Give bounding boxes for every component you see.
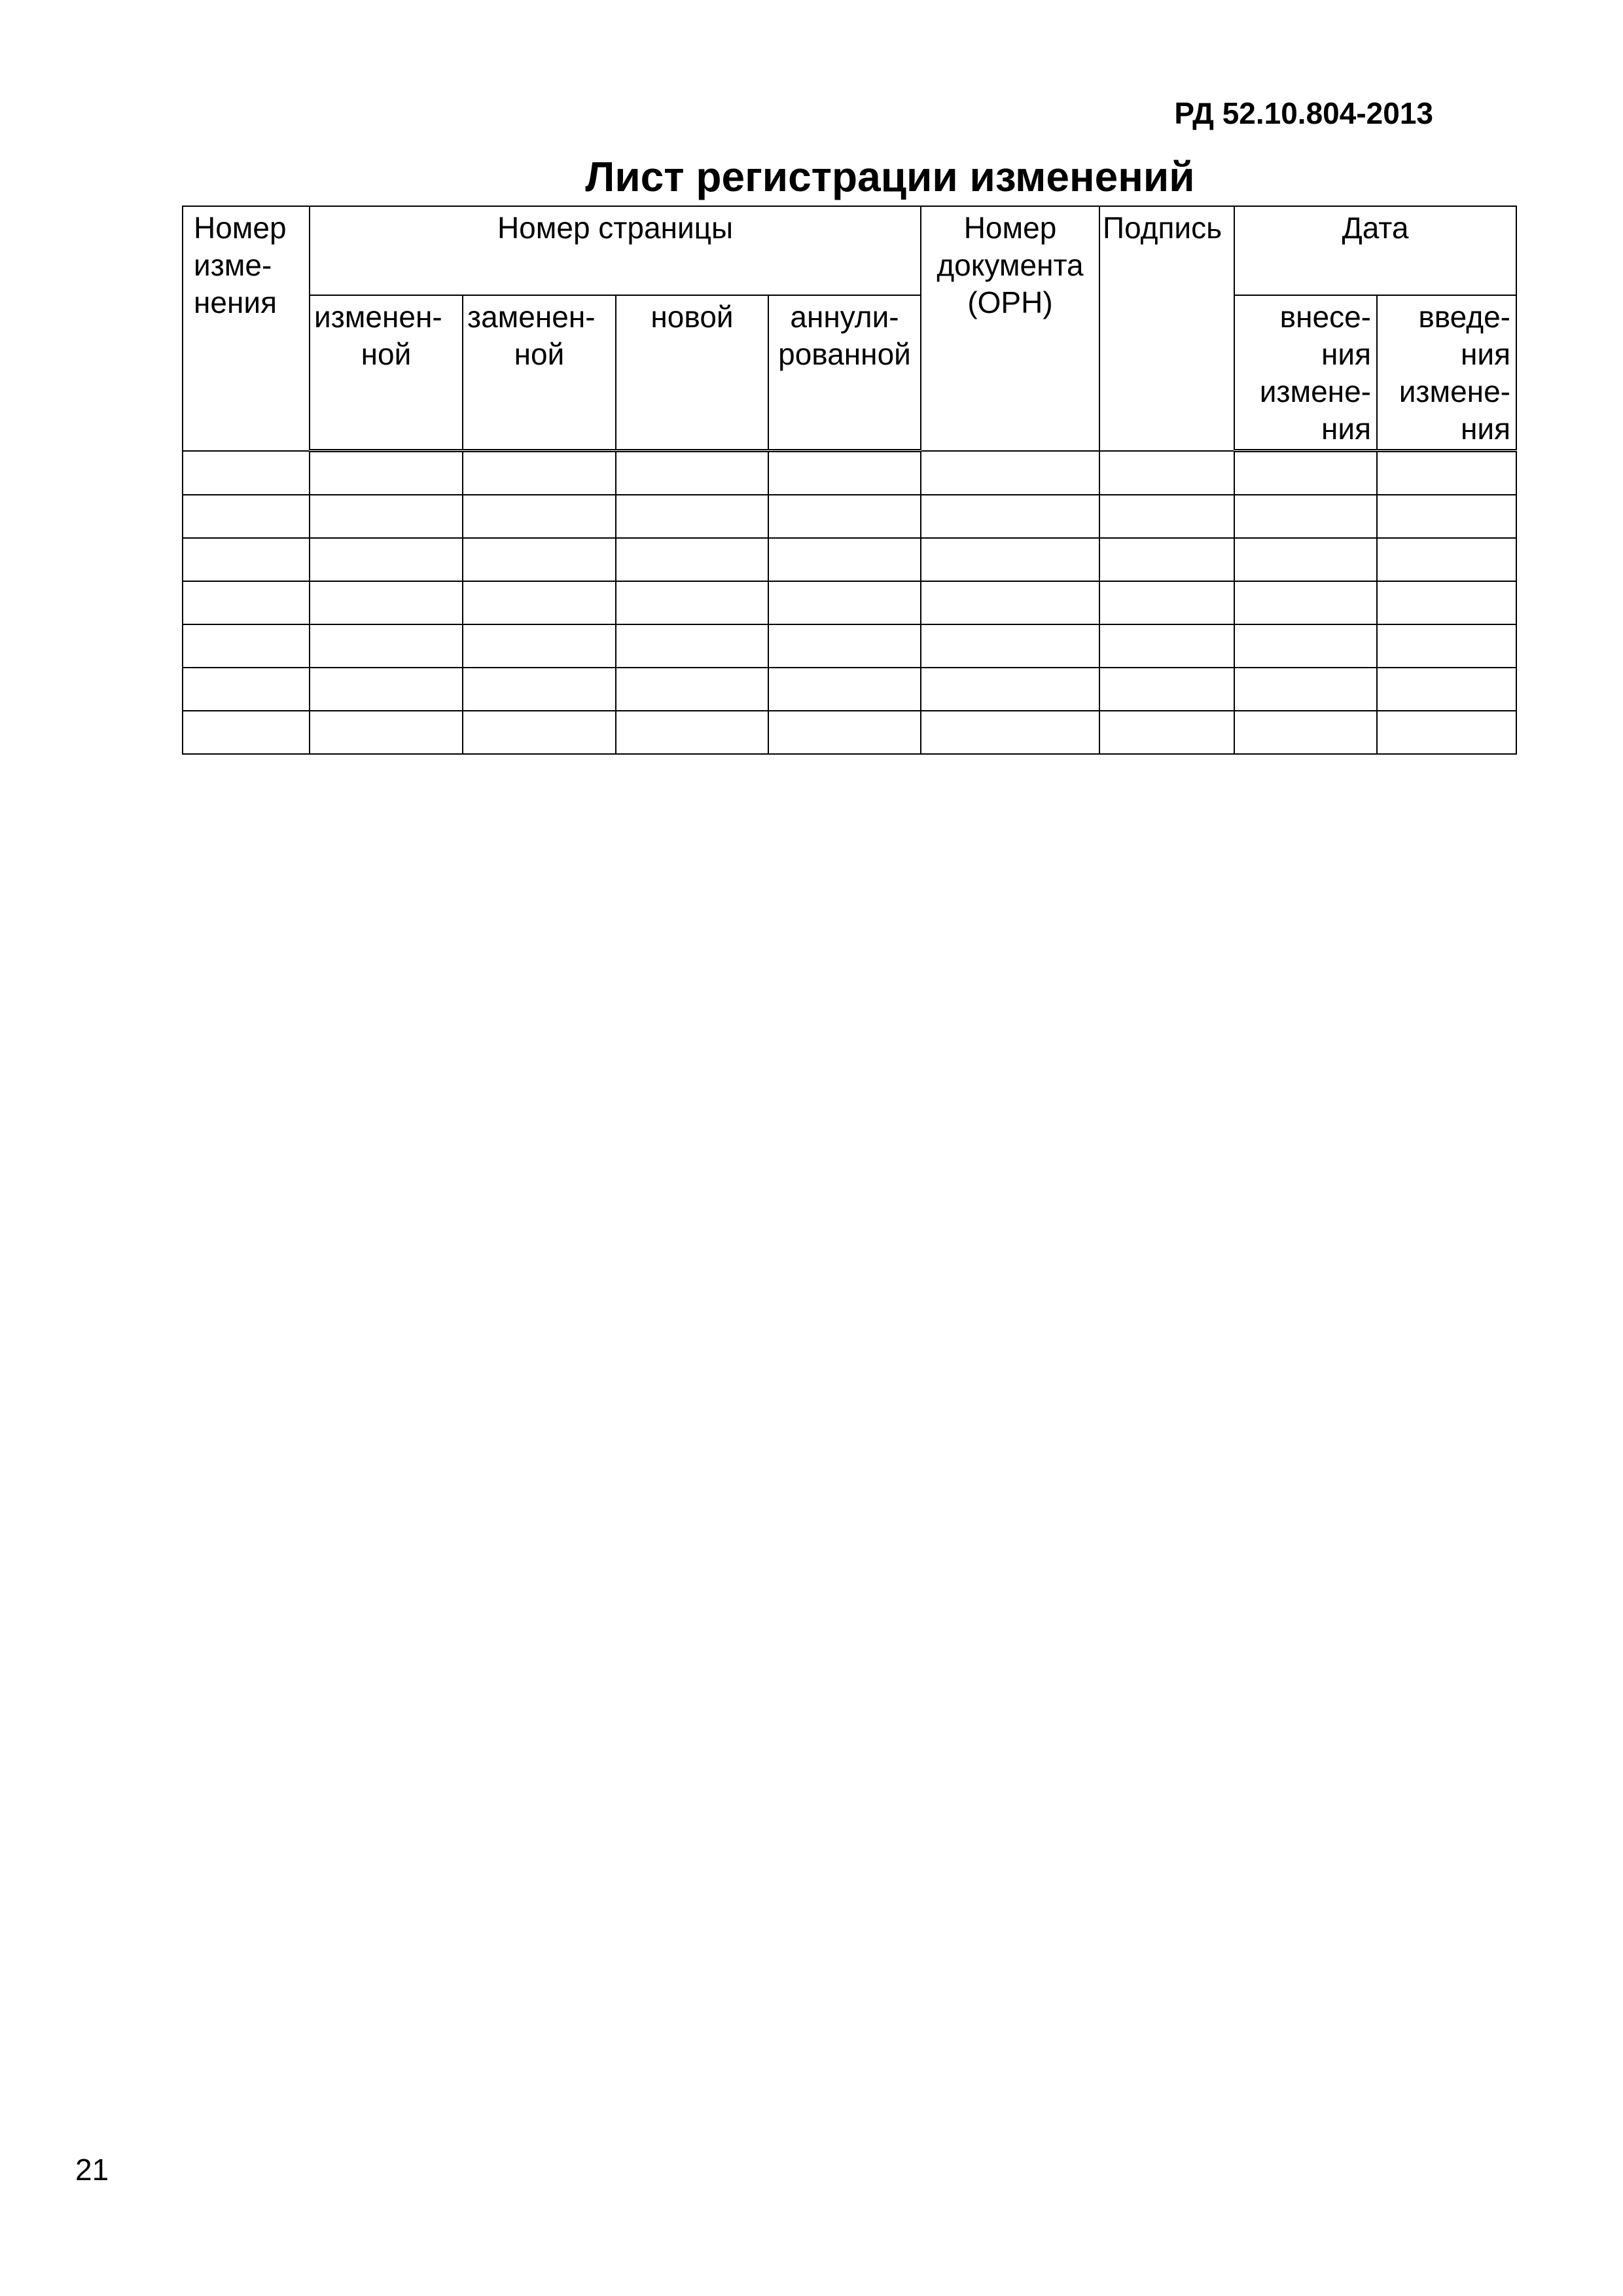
table-cell	[921, 451, 1099, 495]
header-annulled: аннули- рованной	[768, 295, 921, 451]
header-new: новой	[616, 295, 768, 451]
page-number: 21	[75, 2153, 109, 2187]
page-title: Лист регистрации изменений	[585, 153, 1195, 200]
table-cell	[1377, 538, 1516, 581]
table-cell	[616, 538, 768, 581]
table-cell	[463, 451, 616, 495]
table-cell	[463, 624, 616, 668]
table-cell	[183, 538, 310, 581]
table-cell	[1099, 451, 1234, 495]
table-cell	[183, 581, 310, 624]
table-cell	[1099, 495, 1234, 538]
table-cell	[1377, 711, 1516, 754]
table-cell	[1377, 624, 1516, 668]
header-page-number-group: Номер страницы	[310, 206, 921, 295]
table-cell	[768, 495, 921, 538]
table-row	[183, 581, 1516, 624]
table-cell	[1234, 711, 1377, 754]
table-body	[183, 451, 1516, 755]
header-document-number: Номер документа (ОРН)	[921, 206, 1099, 451]
table-cell	[1377, 581, 1516, 624]
table-cell	[183, 668, 310, 711]
table-cell	[463, 538, 616, 581]
header-change-number: Номер изме- нения	[183, 206, 310, 451]
table-cell	[310, 581, 463, 624]
table-cell	[183, 711, 310, 754]
table-cell	[921, 711, 1099, 754]
table-cell	[921, 538, 1099, 581]
table-cell	[768, 538, 921, 581]
table-cell	[463, 581, 616, 624]
table-cell	[463, 668, 616, 711]
table-cell	[1377, 668, 1516, 711]
table-cell	[1234, 451, 1377, 495]
table-cell	[1377, 451, 1516, 495]
table-cell	[463, 711, 616, 754]
table-cell	[1377, 495, 1516, 538]
table-cell	[1099, 581, 1234, 624]
table-cell	[616, 624, 768, 668]
table-cell	[768, 451, 921, 495]
table-cell	[310, 495, 463, 538]
table-cell	[310, 668, 463, 711]
table-cell	[183, 624, 310, 668]
table-cell	[1234, 668, 1377, 711]
table-cell	[921, 624, 1099, 668]
table-cell	[616, 495, 768, 538]
table-cell	[768, 668, 921, 711]
table-cell	[768, 624, 921, 668]
table-cell	[1099, 711, 1234, 754]
header-signature: Подпись	[1099, 206, 1234, 451]
header-date-entry: внесе- ния измене- ния	[1234, 295, 1377, 451]
table-cell	[183, 495, 310, 538]
header-date-group: Дата	[1234, 206, 1516, 295]
table-cell	[310, 538, 463, 581]
table-cell	[616, 581, 768, 624]
table-cell	[921, 581, 1099, 624]
table-cell	[1099, 538, 1234, 581]
table-cell	[616, 451, 768, 495]
table-cell	[1099, 668, 1234, 711]
table-row	[183, 711, 1516, 754]
table-row	[183, 668, 1516, 711]
table-cell	[921, 495, 1099, 538]
table-cell	[1099, 624, 1234, 668]
table-cell	[616, 668, 768, 711]
table-cell	[1234, 538, 1377, 581]
table-cell	[310, 451, 463, 495]
table-cell	[921, 668, 1099, 711]
table-row	[183, 624, 1516, 668]
table-row	[183, 495, 1516, 538]
header-date-effective: введе- ния измене- ния	[1377, 295, 1516, 451]
document-code: РД 52.10.804-2013	[1174, 96, 1433, 130]
table-cell	[616, 711, 768, 754]
table-cell	[310, 624, 463, 668]
table-row	[183, 538, 1516, 581]
table-cell	[463, 495, 616, 538]
header-changed: изменен- ной	[310, 295, 463, 451]
change-registration-table	[182, 206, 1517, 755]
table-cell	[183, 451, 310, 495]
header-replaced: заменен- ной	[463, 295, 616, 451]
table-cell	[310, 711, 463, 754]
table-cell	[768, 711, 921, 754]
table-cell	[1234, 624, 1377, 668]
table-row	[183, 451, 1516, 495]
table-cell	[1234, 495, 1377, 538]
table-cell	[1234, 581, 1377, 624]
table-cell	[768, 581, 921, 624]
